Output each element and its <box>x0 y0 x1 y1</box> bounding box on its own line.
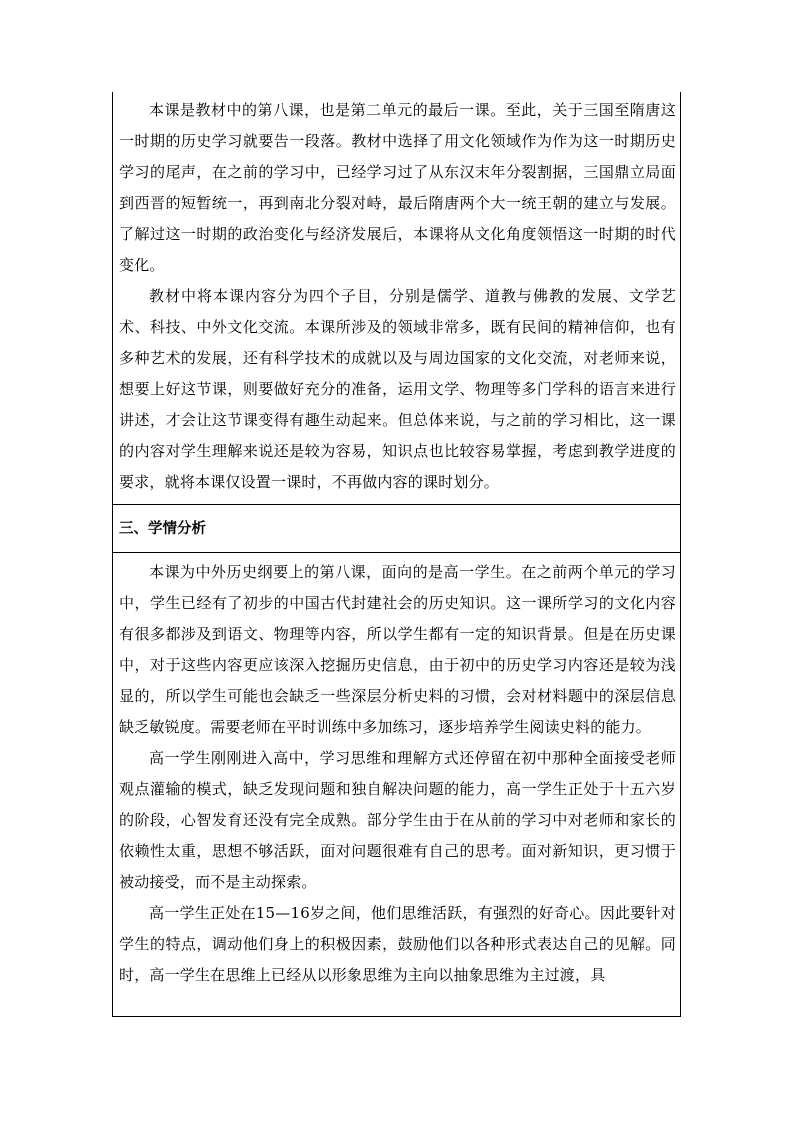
paragraph: 本课是教材中的第八课，也是第二单元的最后一课。至此，关于三国至隋唐这一时期的历史学习就要告一段落。教材中选择了用文化领域作为作为这一时期历史学习的尾声，在之前的学习中，已经学习过了从东汉末年分裂割据，三国鼎立局面到西晋的短暂统一，再到南北分裂对峙，最后隋唐两个大一统王朝的建立与发展。了解过这一时期的政治变化与经济发展后，本课将从文化角度领悟这一时期的时代变化。 <box>119 101 676 274</box>
lesson-plan-table <box>112 92 681 1017</box>
paragraph: 本课为中外历史纲要上的第八课，面向的是高一学生。在之前两个单元的学习中，学生已经有了初步的中国古代封建社会的历史知识。这一课所学习的文化内容有很多都涉及到语文、物理等内容，所以学生都有一定的知识背景。但是在历史课中，对于这些内容更应该深入挖掘历史信息，由于初中的历史学习内容还是较为浅显的，所以学生可能也会缺乏一些深层分析史料的习惯，会对材料题中的深层信息缺乏敏锐度。需要老师在平时训练中多加练习，逐步培养学生阅读史料的能力。 <box>119 563 676 736</box>
textbook-analysis-cell <box>113 92 680 504</box>
paragraph: 高一学生刚刚进入高中，学习思维和理解方式还停留在初中那种全面接受老师观点灌输的模式，缺乏发现问题和独自解决问题的能力，高一学生正处于十五六岁的阶段，心智发育还没有完全成熟。部分学生由于在从前的学习中对老师和家长的依赖性太重，思想不够活跃，面对问题很难有自己的思考。面对新知识，更习惯于被动接受，而不是主动探索。 <box>119 749 676 891</box>
paragraph: 高一学生正处在15—16岁之间，他们思维活跃，有强烈的好奇心。因此要针对学生的特点，调动他们身上的积极因素，鼓励他们以各种形式表达自己的见解。同时，高一学生在思维上已经从以形象思维为主向以抽象思维为主过渡，具 <box>119 904 676 984</box>
student-analysis-cell <box>113 553 680 1017</box>
section-heading: 三、学情分析 <box>119 521 206 537</box>
paragraph: 教材中将本课内容分为四个子目，分别是儒学、道教与佛教的发展、文学艺术、科技、中外文化交流。本课所涉及的领域非常多，既有民间的精神信仰，也有多种艺术的发展，还有科学技术的成就以及与周边国家的文化交流，对老师来说，想要上好这节课，则要做好充分的准备，运用文学、物理等多门学科的语言来进行讲述，才会让这节课变得有趣生动起来。但总体来说，与之前的学习相比，这一课的内容对学生理解来说还是较为容易，知识点也比较容易掌握，考虑到教学进度的要求，就将本课仅设置一课时，不再做内容的课时划分。 <box>119 287 676 491</box>
section-heading-cell <box>113 504 680 553</box>
